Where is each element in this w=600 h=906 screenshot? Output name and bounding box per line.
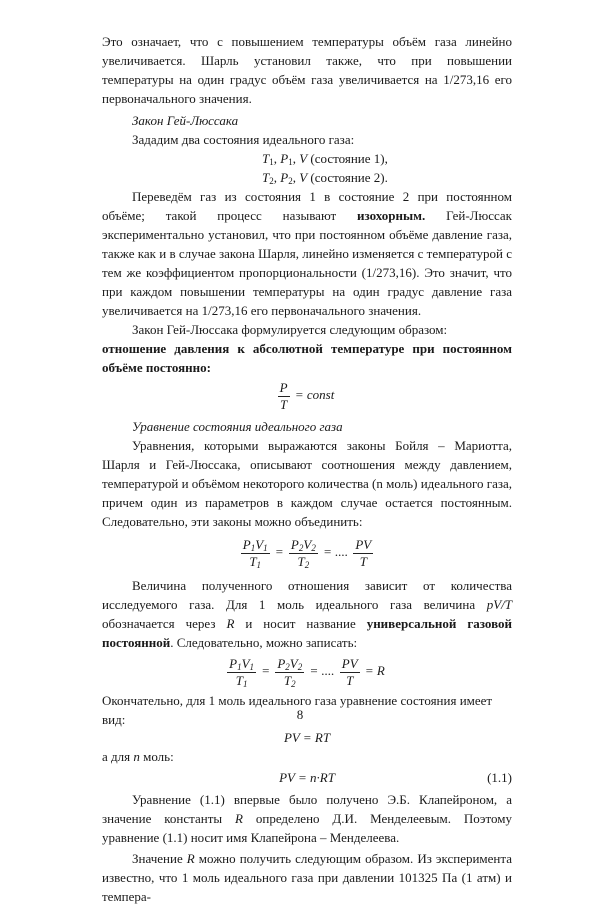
- paragraph-law-formulation: Закон Гей-Люссака формулируется следующим образом:: [132, 322, 448, 337]
- law-statement: отношение давления к абсолютной температуре при постоянном объёме постоянно:: [102, 341, 512, 375]
- paragraph-final-form: Окончательно, для 1 моль идеального газа уравнение состояния имеет вид:: [102, 693, 493, 727]
- paragraph-charles-conclusion: Это означает, что с повышением температуры объём газа линейно увеличивается. Шарль установил также, что при повышении температуры на один градус объём газа увеличивается на 1/273,16 его первоначального значения.: [102, 34, 512, 106]
- paragraph-n-moles: а для n моль:: [102, 749, 174, 764]
- equation-number: (1.1): [487, 770, 512, 785]
- page-content: [102, 32, 512, 906]
- paragraph-combined-laws: Уравнения, которыми выражаются законы Бойля – Мариотта, Шарля и Гей-Люссака, описывают соотношения между давлением, температурой и объёмом некоторого количества (n моль) идеального газа, причем один из параметров в каждом случае остается постоянным. Следовательно, эти законы можно объединить:: [102, 438, 512, 529]
- page-number: 8: [296, 707, 304, 722]
- paragraph-gas-constant: Величина полученного отношения зависит от количества исследуемого газа. Для 1 моль идеального газа величина pV/T обозначается через R и носит название универсальной газовой постоянной. Следовательно, можно записать:: [102, 578, 512, 650]
- paragraph-clapeyron: Уравнение (1.1) впервые было получено Э.Б. Клапейроном, а значение константы R определено Д.И. Менделеевым. Поэтому уравнение (1.1) носит имя Клапейрона – Менделеева.: [102, 792, 512, 845]
- equation-gas-constant: $\frac{P_1V_1}{T_1}$ = $\frac{P_2V_2}{T_2}$ = .... $\frac{PV}{T}$ = R: [229, 656, 385, 689]
- equation-one-mole: PV = RT: [283, 730, 331, 745]
- equation-gay-lussac: $\frac{P}{T}$ = const: [279, 380, 335, 412]
- paragraph-r-value: Значение R можно получить следующим образом. Из эксперимента известно, что 1 моль идеального газа при давлении 101325 Па (1 атм) и темпера-: [102, 851, 512, 904]
- heading-state-equation: Уравнение состояния идеального газа: [132, 419, 343, 434]
- paragraph-states-intro: Зададим два состояния идеального газа:: [132, 132, 355, 147]
- equation-combined: $\frac{P_1V_1}{T_1}$ = $\frac{P_2V_2}{T_2}$ = .... $\frac{PV}{T}$: [242, 537, 372, 570]
- equation-clapeyron: PV = n·RT (1.1): [279, 770, 512, 785]
- heading-gay-lussac: Закон Гей-Люссака: [132, 113, 239, 128]
- state-1-line: $T_1$, $P_1$, V (состояние 1),: [262, 151, 388, 167]
- paragraph-isochoric: Переведём газ из состояния 1 в состояние 2 при постоянном объёме; такой процесс называют изохорным. Гей-Люссак экспериментально установил, что при постоянном объёме давление газа, также как и в случае закона Шарля, линейно изменяется с температурой с тем же коэффициентом пропорциональности (1/273,16). Это значит, что при каждом повышении температуры на один градус давление газа увеличивается на 1/273,16 его первоначального значения.: [102, 189, 512, 318]
- state-2-line: $T_2$, $P_2$, V (состояние 2).: [262, 170, 388, 186]
